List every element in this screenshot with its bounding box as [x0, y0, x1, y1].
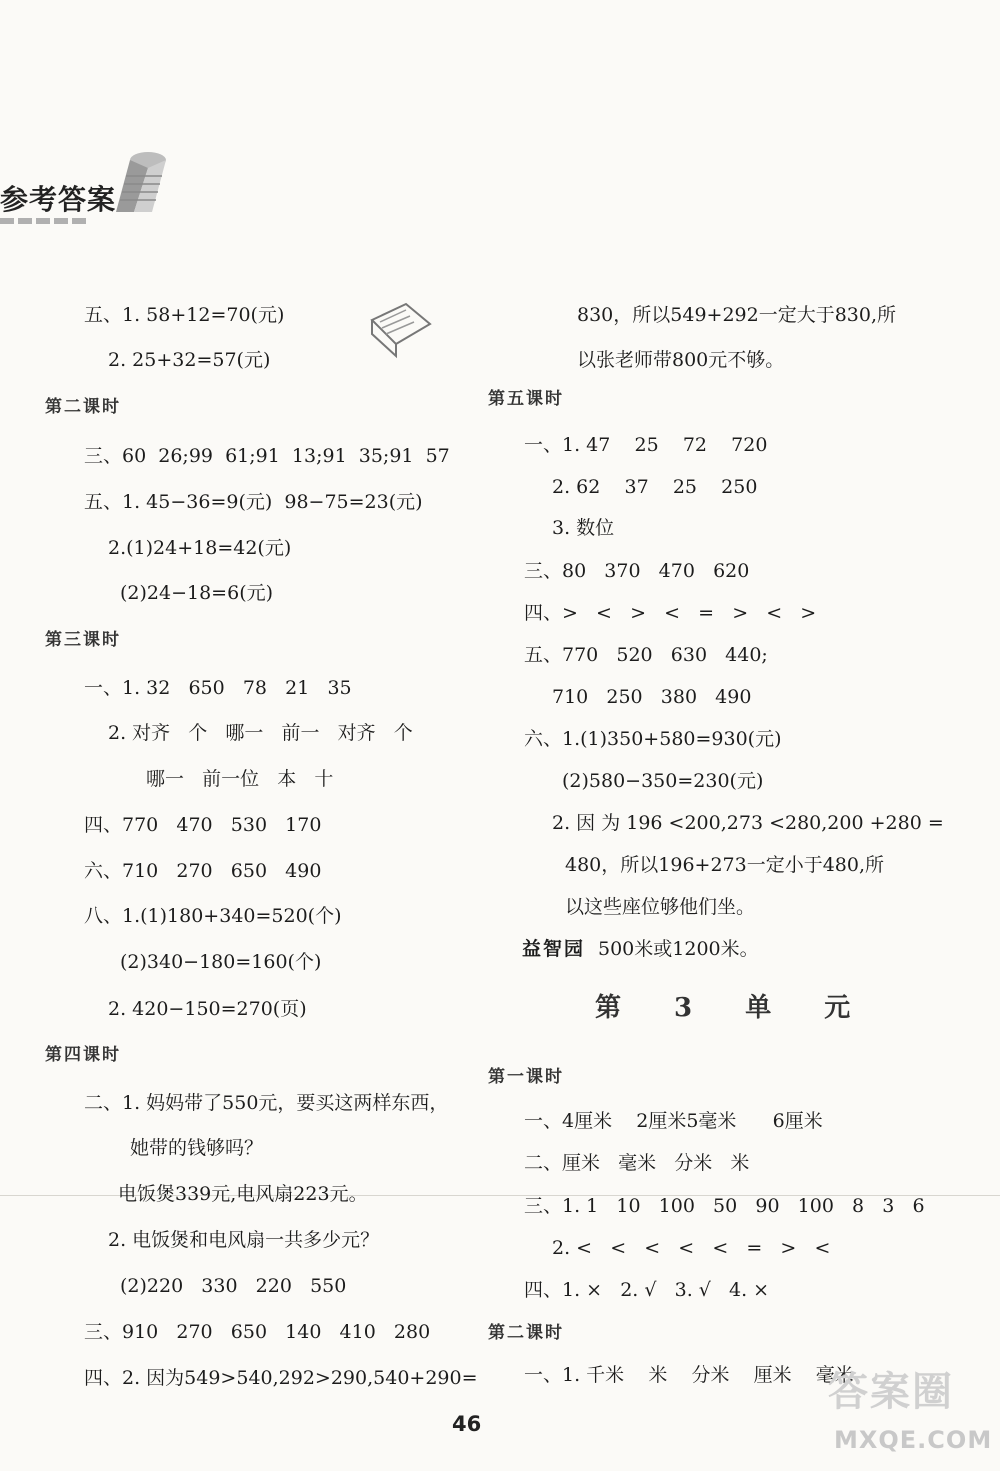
answer-line: 电饭煲339元,电风扇223元。 [118, 1183, 368, 1205]
answer-line: 五、1. 45−36=9(元) 98−75=23(元) [84, 491, 423, 513]
answer-line: 一、1. 47 25 72 720 [524, 434, 768, 456]
watermark-logo: 答案圈 [828, 1369, 954, 1415]
stamp-icon [366, 300, 436, 360]
answer-line: 830，所以549+292一定大于830,所 [577, 304, 897, 326]
answer-line: 2. 62 37 25 250 [552, 476, 758, 498]
lesson-heading: 第四课时 [45, 1045, 121, 1065]
unit-heading: 第 3 单 元 [595, 993, 873, 1023]
answer-line: 三、60 26;99 61;91 13;91 35;91 57 [84, 445, 450, 467]
puzzle-label: 益智园 [522, 938, 586, 960]
answer-line: 六、1.(1)350+580=930(元) [524, 728, 782, 750]
answer-line: 一、4厘米 2厘米5毫米 6厘米 [524, 1110, 823, 1132]
answer-line: 四、770 470 530 170 [84, 814, 322, 836]
lesson-heading: 第三课时 [45, 630, 121, 650]
answer-header [0, 140, 200, 240]
lesson-heading: 第二课时 [488, 1323, 564, 1343]
answer-line: 五、1. 58+12=70(元) [84, 304, 285, 326]
answer-line: 2. < < < < < = > < [552, 1237, 831, 1259]
lesson-heading: 第二课时 [45, 397, 121, 417]
answer-line: 八、1.(1)180+340=520(个) [84, 905, 342, 927]
answer-line: (2)24−18=6(元) [120, 582, 274, 604]
answer-line: 她带的钱够吗？ [130, 1137, 264, 1159]
answer-line: 五、770 520 630 440; [524, 644, 768, 666]
page-number: 46 [452, 1412, 482, 1436]
lesson-heading: 第五课时 [488, 389, 564, 409]
watermark [828, 1360, 996, 1468]
answer-line: 以这些座位够他们坐。 [565, 896, 756, 918]
answer-line: 一、1. 千米 米 分米 厘米 毫米 [524, 1364, 854, 1386]
answer-line: 2.(1)24+18=42(元) [108, 537, 292, 559]
answer-line: 二、厘米 毫米 分米 米 [524, 1152, 750, 1174]
answer-line: 四、> < > < = > < > [524, 602, 817, 624]
answer-line: 二、1. 妈妈带了550元，要买这两样东西， [84, 1092, 449, 1114]
page-title: 参考答案 [0, 183, 117, 216]
answer-line: (2)220 330 220 550 [120, 1275, 347, 1297]
answer-line: 2. 电饭煲和电风扇一共多少元？ [108, 1229, 380, 1251]
answer-line: 三、80 370 470 620 [524, 560, 750, 582]
answer-line: 六、710 270 650 490 [84, 860, 322, 882]
answer-line: 2. 25+32=57(元) [108, 349, 271, 371]
answer-line: 3. 数位 [552, 517, 615, 539]
answer-line: (2)340−180=160(个) [120, 951, 322, 973]
answer-line: 以张老师带800元不够。 [577, 349, 785, 371]
answer-line: 哪一 前一位 本 十 [146, 768, 334, 790]
header-underline [0, 216, 120, 226]
answer-line: 710 250 380 490 [552, 686, 752, 708]
answer-line: 三、910 270 650 140 410 280 [84, 1321, 431, 1343]
answer-line: 2. 对齐 个 哪一 前一 对齐 个 [108, 722, 413, 744]
answer-line: 一、1. 32 650 78 21 35 [84, 677, 352, 699]
lesson-heading: 第一课时 [488, 1067, 564, 1087]
answer-line: 三、1. 1 10 100 50 90 100 8 3 6 [524, 1195, 925, 1217]
answer-line: 2. 420−150=270(页) [108, 998, 307, 1020]
answer-line: 480，所以196+273一定小于480,所 [565, 854, 885, 876]
answer-line: 四、1. × 2. √ 3. √ 4. × [524, 1279, 770, 1301]
answer-line: 500米或1200米。 [598, 938, 759, 960]
answer-line: (2)580−350=230(元) [562, 770, 764, 792]
answer-line: 2. 因 为 196 <200,273 <280,200 +280 = [552, 812, 944, 834]
watermark-url: MXQE.COM [834, 1426, 993, 1454]
answer-line: 四、2. 因为549>540,292>290,540+290= [84, 1367, 478, 1389]
